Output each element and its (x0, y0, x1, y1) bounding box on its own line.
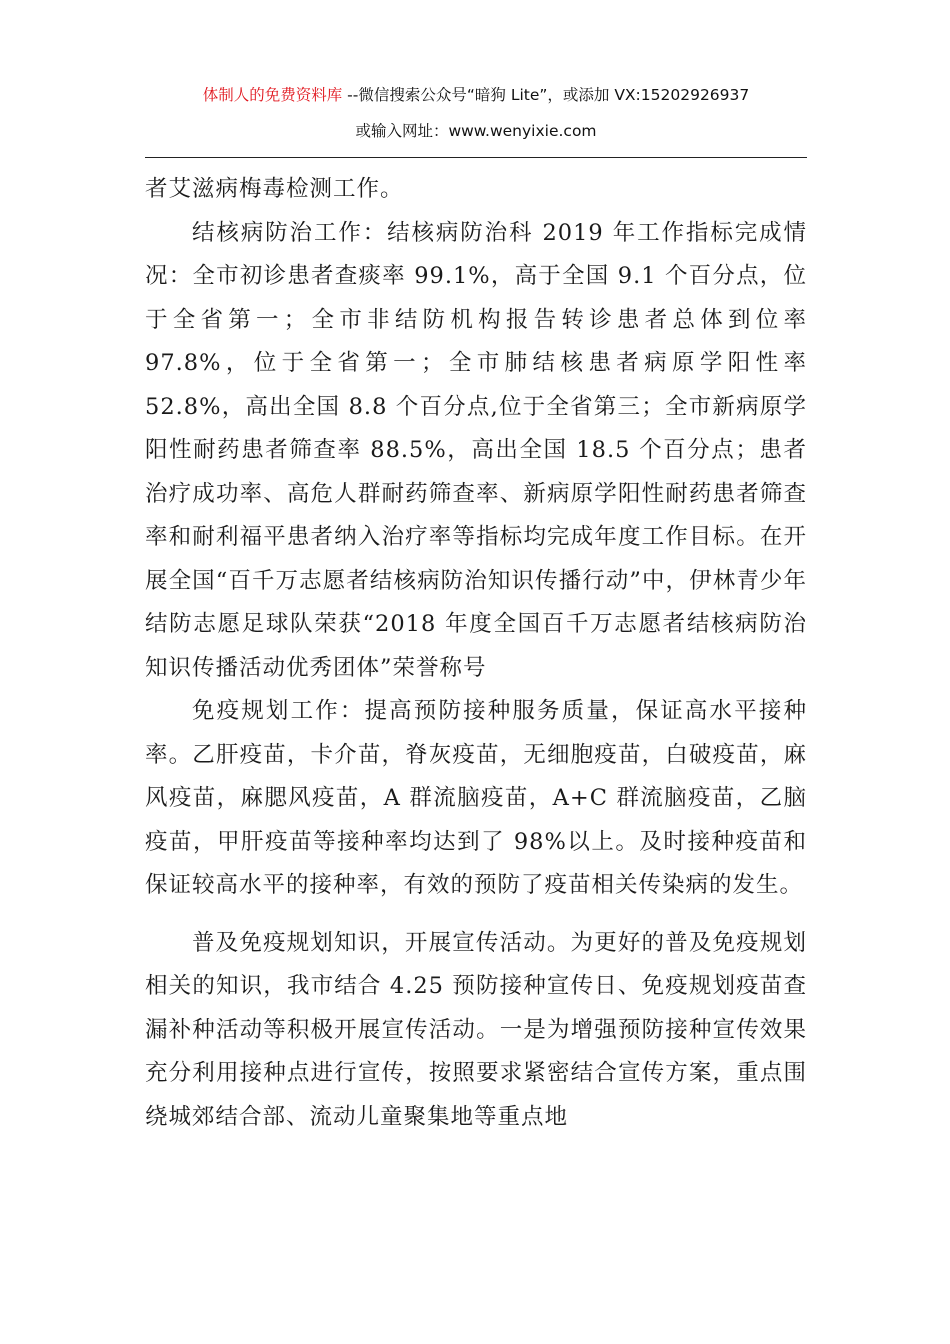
header-website: 或输入网址：www.wenyixie.com (355, 122, 597, 140)
paragraph-continuation: 者艾滋病梅毒检测工作。 (145, 176, 404, 202)
page-header (145, 84, 807, 142)
paragraph-publicity: 普及免疫规划知识，开展宣传活动。为更好的普及免疫规划相关的知识，我市结合 4.25 预防接种宣传日、免疫规划疫苗查漏补种活动等积极开展宣传活动。一是为增强预防接种宣传效果充分利用接种点进行宣传，按照要求紧密结合宣传方案，重点围绕城郊结合部、流动儿童聚集地等重点地 (145, 929, 807, 1130)
header-promo-line (145, 84, 807, 106)
header-divider (145, 157, 807, 158)
header-brand: 体制人的免费资料库 (202, 86, 343, 104)
paragraph-tuberculosis: 结核病防治工作：结核病防治科 2019 年工作指标完成情况：全市初诊患者查痰率 99.1%，高于全国 9.1 个百分点，位于全省第一；全市非结防机构报告转诊患者总体到位率 97.8%，位于全省第一；全市肺结核患者病原学阳性率 52.8%，高出全国 8.8 个百分点,位于全省第三；全市新病原学阳性耐药患者筛查率 88.5%，高出全国 18.5 个百分点；患者治疗成功率、高危人群耐药筛查率、新病原学阳性耐药患者筛查率和耐利福平患者纳入治疗率等指标均完成年度工作目标。在开展全国“百千万志愿者结核病防治知识传播行动”中，伊林青少年结防志愿足球队荣获“2018 年度全国百千万志愿者结核病防治知识传播活动优秀团体”荣誉称号 (145, 219, 807, 681)
header-promo-text: --微信搜索公众号“暗狗 Lite”，或添加 VX:15202926937 (342, 86, 750, 104)
document-body (145, 168, 807, 1139)
paragraph-immunization: 免疫规划工作：提高预防接种服务质量，保证高水平接种率。乙肝疫苗，卡介苗，脊灰疫苗，无细胞疫苗，白破疫苗，麻风疫苗，麻腮风疫苗，A 群流脑疫苗，A+C 群流脑疫苗，乙脑疫苗，甲肝疫苗等接种率均达到了 98%以上。及时接种疫苗和保证较高水平的接种率，有效的预防了疫苗相关传染病的发生。 (145, 698, 807, 898)
